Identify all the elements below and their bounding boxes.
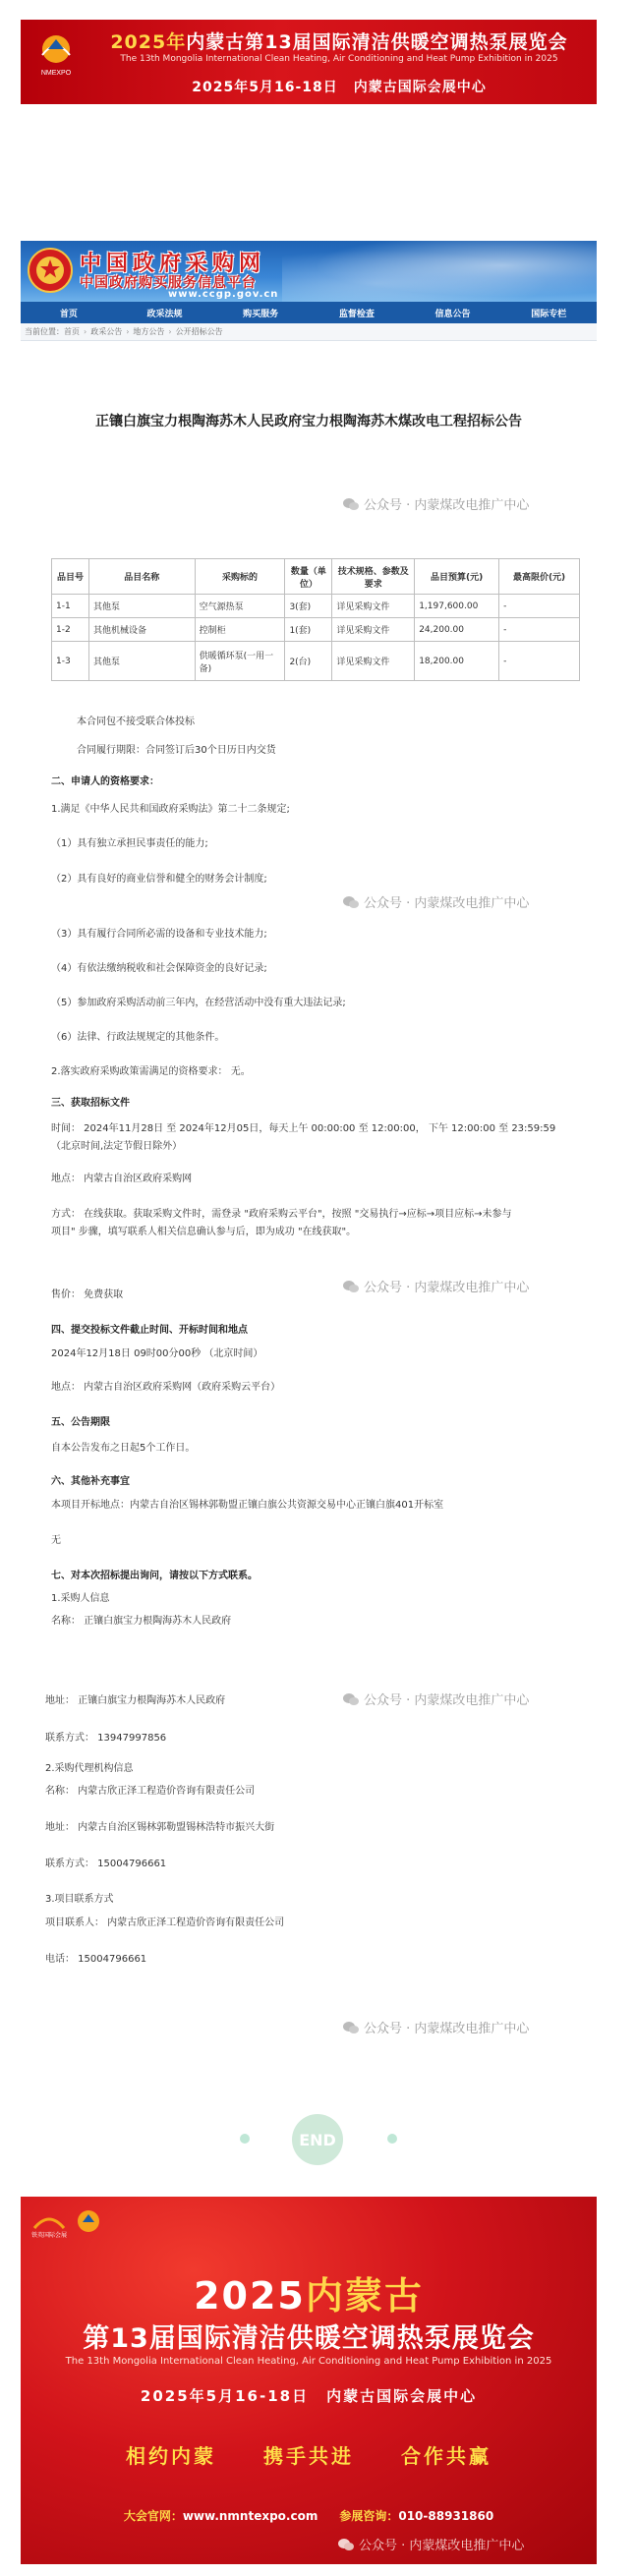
breadcrumb: 当前位置： 首页 › 政采公告 › 地方公告 › 公开招标公告 (21, 323, 597, 341)
wechat-icon (342, 2021, 360, 2034)
expo-poster (21, 2197, 597, 2564)
watermark: 公众号 · 内蒙煤改电推广中心 (337, 2535, 524, 2553)
org-logo-icon (30, 2208, 68, 2240)
expo-top-title: 2025年内蒙古第13届国际清洁供暖空调热泵展览会 (110, 31, 568, 53)
wechat-icon (337, 2538, 355, 2551)
wechat-icon (342, 895, 360, 909)
national-emblem-icon (27, 247, 74, 294)
section-heading: 五、公告期限 (51, 1417, 110, 1428)
expo-logo-text: NMEXPO (40, 70, 72, 77)
doc-time-note: （北京时间,法定节假日除外） (51, 1141, 183, 1152)
ccgp-url[interactable]: www.ccgp.gov.cn (168, 289, 279, 300)
poster-year: 2025内蒙古 (194, 2274, 424, 2318)
agency-name: 名称： 内蒙古欣正泽工程造价咨询有限责任公司 (45, 1786, 256, 1797)
ccgp-name: 中国政府采购网 (80, 252, 266, 276)
expo-logo-icon (34, 31, 78, 86)
ccgp-nav (21, 302, 597, 323)
notice-period: 自本公告发布之日起5个工作日。 (51, 1443, 196, 1454)
expo-logo-icon (74, 2208, 103, 2240)
contact-heading: 3.项目联系方式 (45, 1894, 114, 1905)
section-heading: 四、提交投标文件截止时间、开标时间和地点 (51, 1325, 248, 1336)
end-divider (0, 2108, 636, 2167)
supplement-none: 无 (51, 1535, 61, 1546)
qualification-item: （4）有依法缴纳税收和社会保障资金的良好记录; (51, 963, 267, 974)
poster-contact: 大会官网：www.nmntexpo.com 参展咨询：010-88931860 (123, 2509, 494, 2523)
expo-top-subtitle: The 13th Mongolia International Clean Heating, Air Conditioning and Heat Pump Exhibition in 2025 (120, 54, 558, 64)
poster-logos (30, 2206, 103, 2242)
watermark: 公众号 · 内蒙煤改电推广中心 (342, 892, 529, 911)
breadcrumb-tender[interactable]: 公开招标公告 (175, 327, 223, 336)
expo-top-banner (21, 20, 597, 104)
end-badge: END (292, 2114, 343, 2165)
qualification-item: （3）具有履行合同所必需的设备和专业技术能力; (51, 929, 267, 940)
table-row: 1-1 其他泵 空气源热泵 3(套) 详见采购文件 1,197,600.00 - (52, 595, 580, 618)
watermark: 公众号 · 内蒙煤改电推广中心 (342, 1277, 529, 1295)
table-row: 1-3 其他泵 供暖循环泵(一用一备) 2(台) 详见采购文件 18,200.00 - (52, 642, 580, 681)
section-heading: 七、对本次招标提出询问，请按以下方式联系。 (51, 1571, 258, 1581)
contact-heading: 1.采购人信息 (51, 1593, 110, 1604)
doc-method: 方式： 在线获取。获取采购文件时，需登录 "政府采购云平台"，按照 "交易执行→应标→项目应标→未参与 (51, 1209, 512, 1220)
doc-time: 时间： 2024年11月28日 至 2024年12月05日，每天上午 00:00:00 至 12:00:00， 下午 12:00:00 至 23:59:59 (51, 1123, 556, 1134)
watermark: 公众号 · 内蒙煤改电推广中心 (342, 494, 529, 513)
project-phone: 电话： 15004796661 (45, 1954, 147, 1965)
nav-announcements[interactable]: 信息公告 (434, 309, 471, 319)
qualification-item: （5）参加政府采购活动前三年内，在经营活动中没有重大违法记录; (51, 998, 346, 1008)
ccgp-header (21, 241, 597, 336)
section-heading: 六、其他补充事宜 (51, 1476, 130, 1487)
doc-method-cont: 项目" 步骤，填写联系人相关信息确认参与后，即为成功 "在线获取"。 (51, 1227, 357, 1237)
purchaser-phone: 联系方式： 13947997856 (45, 1733, 167, 1744)
ccgp-hero (21, 241, 597, 302)
section-heading: 二、申请人的资格要求： (51, 776, 159, 787)
bid-location: 地点： 内蒙古自治区政府采购网（政府采购云平台） (51, 1382, 281, 1393)
end-dot (240, 2134, 250, 2144)
project-contact: 项目联系人： 内蒙古欣正泽工程造价咨询有限责任公司 (45, 1918, 285, 1928)
org-logo-text: 铁英国际会展 (30, 2233, 68, 2239)
nav-home[interactable]: 首页 (59, 309, 78, 319)
table-header-row: 品目号 品目名称 采购标的 数量（单位） 技术规格、参数及要求 品目预算(元) 最高限价(元) (52, 559, 580, 595)
qualification-item: （6）法律、行政法规规定的其他条件。 (51, 1032, 225, 1043)
nav-supervision[interactable]: 监督检查 (338, 309, 375, 319)
doc-price: 售价： 免费获取 (51, 1289, 124, 1300)
nav-international[interactable]: 国际专栏 (531, 309, 567, 319)
purchaser-address: 地址： 正镶白旗宝力根陶海苏木人民政府 (45, 1695, 226, 1706)
qualification-item: 2.落实政府采购政策需满足的资格要求： 无。 (51, 1066, 251, 1077)
contract-period: 合同履行期限：合同签订后30个日历日内交货 (77, 745, 276, 756)
slogan: 合作共赢 (401, 2444, 491, 2468)
poster-website[interactable]: www.nmntexpo.com (182, 2509, 318, 2523)
deadline: 2024年12月18日 09时00分00秒 （北京时间） (51, 1348, 263, 1359)
breadcrumb-local[interactable]: 地方公告 (133, 327, 165, 336)
poster-title: 第13届国际清洁供暖空调热泵展览会 (83, 2323, 535, 2354)
page-title: 正镶白旗宝力根陶海苏木人民政府宝力根陶海苏木煤改电工程招标公告 (95, 414, 522, 429)
joint-bid-note: 本合同包不接受联合体投标 (77, 716, 195, 727)
poster-date: 2025年5月16-18日 内蒙古国际会展中心 (140, 2387, 478, 2405)
wechat-icon (342, 1692, 360, 1706)
wechat-icon (342, 1280, 360, 1293)
nav-regulations[interactable]: 政采法规 (146, 309, 183, 319)
end-dot (387, 2134, 397, 2144)
slogan: 携手共进 (263, 2444, 354, 2468)
procurement-table (51, 558, 580, 681)
poster-slogans (21, 2440, 597, 2469)
qualification-item: （1）具有独立承担民事责任的能力; (51, 838, 208, 849)
slogan: 相约内蒙 (126, 2444, 216, 2468)
qualification-item: 1.满足《中华人民共和国政府采购法》第二十二条规定; (51, 804, 290, 815)
poster-subtitle: The 13th Mongolia International Clean Heating, Air Conditioning and Heat Pump Exhibition in 2025 (65, 2356, 552, 2367)
expo-top-date: 2025年5月16-18日 内蒙古国际会展中心 (192, 80, 487, 95)
contact-heading: 2.采购代理机构信息 (45, 1763, 134, 1774)
ccgp-subname: 中国政府购买服务信息平台 (80, 275, 257, 291)
qualification-item: （2）具有良好的商业信誉和健全的财务会计制度; (51, 874, 267, 885)
breadcrumb-notices[interactable]: 政采公告 (90, 327, 123, 336)
poster-phone: 010-88931860 (398, 2509, 494, 2523)
breadcrumb-home[interactable]: 首页 (64, 327, 80, 336)
doc-location: 地点： 内蒙古自治区政府采购网 (51, 1174, 193, 1184)
watermark: 公众号 · 内蒙煤改电推广中心 (342, 2018, 529, 2036)
purchaser-name: 名称： 正镶白旗宝力根陶海苏木人民政府 (51, 1616, 232, 1627)
opening-location: 本项目开标地点：内蒙古自治区锡林郭勒盟正镶白旗公共资源交易中心正镶白旗401开标室 (51, 1500, 444, 1511)
agency-address: 地址： 内蒙古自治区锡林郭勒盟锡林浩特市振兴大街 (45, 1822, 275, 1833)
watermark: 公众号 · 内蒙煤改电推广中心 (342, 1689, 529, 1708)
wechat-icon (342, 497, 360, 511)
table-row: 1-2 其他机械设备 控制柜 1(套) 详见采购文件 24,200.00 - (52, 618, 580, 642)
agency-phone: 联系方式： 15004796661 (45, 1859, 167, 1869)
nav-services[interactable]: 购买服务 (243, 309, 279, 319)
section-heading: 三、获取招标文件 (51, 1098, 130, 1109)
